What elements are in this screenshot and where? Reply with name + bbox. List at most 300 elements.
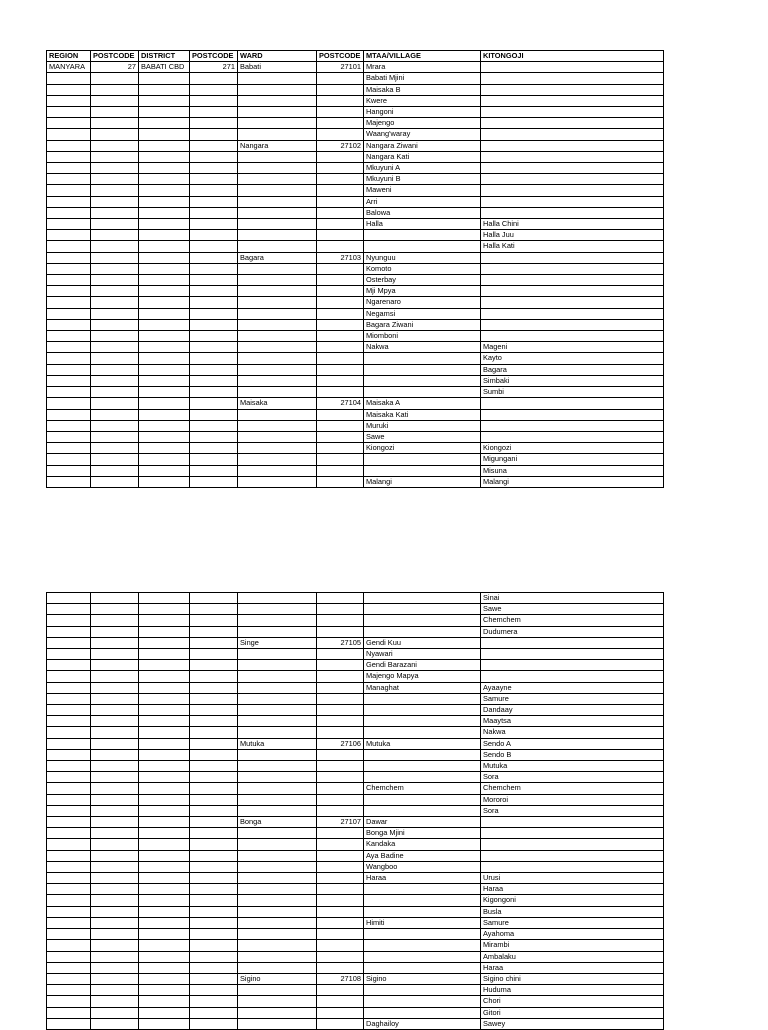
- kitongoji-cell: Sigino chini: [481, 973, 664, 984]
- ward-cell: [238, 163, 317, 174]
- ward-cell: [238, 749, 317, 760]
- region-cell: [47, 1007, 91, 1018]
- ward-cell: [238, 319, 317, 330]
- ward-postcode-cell: [317, 118, 364, 129]
- table-row: [47, 84, 664, 95]
- region-cell: [47, 906, 91, 917]
- ward-cell: [238, 174, 317, 185]
- ward-cell: [238, 593, 317, 604]
- region-cell: [47, 286, 91, 297]
- region-cell: [47, 185, 91, 196]
- region-postcode-cell: [91, 387, 139, 398]
- header-row: [47, 51, 664, 62]
- village-cell: Gendi Kuu: [364, 637, 481, 648]
- table-row: [47, 626, 664, 637]
- village-cell: Maisaka A: [364, 398, 481, 409]
- region-cell: [47, 84, 91, 95]
- table-row: [47, 95, 664, 106]
- kitongoji-cell: [481, 828, 664, 839]
- ward-cell: [238, 626, 317, 637]
- district-postcode-cell: [190, 353, 238, 364]
- table-row: [47, 398, 664, 409]
- table-row: [47, 973, 664, 984]
- district-postcode-cell: [190, 73, 238, 84]
- region-postcode-cell: [91, 660, 139, 671]
- ward-postcode-cell: [317, 772, 364, 783]
- region-postcode-cell: [91, 420, 139, 431]
- kitongoji-cell: Haraa: [481, 962, 664, 973]
- district-postcode-cell: [190, 906, 238, 917]
- header-region-postcode: POSTCODE: [91, 51, 139, 62]
- village-cell: [364, 241, 481, 252]
- kitongoji-cell: Halla Chini: [481, 219, 664, 230]
- region-cell: [47, 985, 91, 996]
- village-cell: Hangoni: [364, 107, 481, 118]
- ward-postcode-cell: [317, 593, 364, 604]
- district-postcode-cell: [190, 828, 238, 839]
- ward-cell: [238, 118, 317, 129]
- village-cell: Managhat: [364, 682, 481, 693]
- region-postcode-cell: [91, 443, 139, 454]
- kitongoji-cell: [481, 84, 664, 95]
- region-cell: [47, 637, 91, 648]
- village-cell: [364, 929, 481, 940]
- region-postcode-cell: [91, 996, 139, 1007]
- district-postcode-cell: [190, 151, 238, 162]
- ward-postcode-cell: [317, 286, 364, 297]
- table-row: [47, 794, 664, 805]
- district-cell: [139, 353, 190, 364]
- village-cell: Dawar: [364, 817, 481, 828]
- ward-postcode-cell: [317, 219, 364, 230]
- ward-postcode-cell: [317, 671, 364, 682]
- ward-postcode-cell: [317, 716, 364, 727]
- district-postcode-cell: [190, 749, 238, 760]
- region-postcode-cell: [91, 151, 139, 162]
- district-cell: [139, 716, 190, 727]
- ward-postcode-cell: 27101: [317, 62, 364, 73]
- district-postcode-cell: [190, 163, 238, 174]
- district-cell: [139, 906, 190, 917]
- village-cell: Kiongozi: [364, 443, 481, 454]
- table-row: [47, 319, 664, 330]
- district-cell: [139, 297, 190, 308]
- region-cell: [47, 196, 91, 207]
- ward-cell: [238, 772, 317, 783]
- kitongoji-cell: [481, 73, 664, 84]
- ward-postcode-cell: [317, 207, 364, 218]
- region-postcode-cell: [91, 917, 139, 928]
- ward-cell: [238, 917, 317, 928]
- village-cell: [364, 387, 481, 398]
- kitongoji-cell: Sendo B: [481, 749, 664, 760]
- village-cell: Waang'waray: [364, 129, 481, 140]
- ward-postcode-cell: 27102: [317, 140, 364, 151]
- ward-postcode-cell: [317, 230, 364, 241]
- region-postcode-cell: [91, 895, 139, 906]
- district-postcode-cell: [190, 604, 238, 615]
- district-cell: [139, 817, 190, 828]
- region-postcode-cell: [91, 375, 139, 386]
- region-postcode-cell: [91, 615, 139, 626]
- district-cell: [139, 140, 190, 151]
- district-cell: [139, 884, 190, 895]
- district-postcode-cell: [190, 850, 238, 861]
- region-postcode-cell: [91, 353, 139, 364]
- table-row: [47, 151, 664, 162]
- header-village: MTAA/VILLAGE: [364, 51, 481, 62]
- ward-cell: [238, 884, 317, 895]
- district-cell: [139, 398, 190, 409]
- region-cell: [47, 252, 91, 263]
- kitongoji-cell: [481, 409, 664, 420]
- district-postcode-cell: [190, 398, 238, 409]
- village-cell: Majengo: [364, 118, 481, 129]
- ward-cell: [238, 604, 317, 615]
- district-cell: [139, 454, 190, 465]
- region-cell: [47, 319, 91, 330]
- village-cell: [364, 906, 481, 917]
- ward-cell: [238, 873, 317, 884]
- kitongoji-cell: Mororoi: [481, 794, 664, 805]
- ward-postcode-cell: [317, 129, 364, 140]
- region-cell: [47, 465, 91, 476]
- ward-cell: Bagara: [238, 252, 317, 263]
- ward-cell: [238, 207, 317, 218]
- village-cell: [364, 940, 481, 951]
- ward-postcode-cell: [317, 985, 364, 996]
- ward-cell: [238, 794, 317, 805]
- ward-postcode-cell: [317, 342, 364, 353]
- region-postcode-cell: [91, 454, 139, 465]
- region-cell: [47, 409, 91, 420]
- table-row: [47, 705, 664, 716]
- kitongoji-cell: Nakwa: [481, 727, 664, 738]
- ward-postcode-cell: [317, 420, 364, 431]
- village-cell: Mutuka: [364, 738, 481, 749]
- region-cell: [47, 118, 91, 129]
- village-cell: Maisaka Kati: [364, 409, 481, 420]
- village-cell: Bagara Ziwani: [364, 319, 481, 330]
- region-postcode-cell: [91, 693, 139, 704]
- ward-cell: [238, 476, 317, 487]
- ward-postcode-cell: [317, 431, 364, 442]
- header-district: DISTRICT: [139, 51, 190, 62]
- village-cell: [364, 996, 481, 1007]
- district-cell: [139, 1007, 190, 1018]
- kitongoji-cell: Migungani: [481, 454, 664, 465]
- table-row: [47, 727, 664, 738]
- table-row: [47, 917, 664, 928]
- kitongoji-cell: [481, 431, 664, 442]
- kitongoji-cell: Sendo A: [481, 738, 664, 749]
- ward-postcode-cell: [317, 783, 364, 794]
- village-cell: Chemchem: [364, 783, 481, 794]
- kitongoji-cell: [481, 107, 664, 118]
- table-row: [47, 749, 664, 760]
- kitongoji-cell: [481, 420, 664, 431]
- ward-postcode-cell: [317, 906, 364, 917]
- ward-postcode-cell: 27104: [317, 398, 364, 409]
- village-cell: Osterbay: [364, 275, 481, 286]
- region-cell: [47, 895, 91, 906]
- ward-cell: [238, 230, 317, 241]
- district-cell: [139, 465, 190, 476]
- district-cell: [139, 263, 190, 274]
- village-cell: Bonga Mjini: [364, 828, 481, 839]
- district-cell: [139, 772, 190, 783]
- table-row: [47, 73, 664, 84]
- kitongoji-cell: Sumbi: [481, 387, 664, 398]
- region-cell: [47, 996, 91, 1007]
- region-postcode-cell: [91, 985, 139, 996]
- ward-postcode-cell: 27107: [317, 817, 364, 828]
- ward-postcode-cell: [317, 375, 364, 386]
- district-cell: [139, 219, 190, 230]
- district-postcode-cell: [190, 454, 238, 465]
- village-cell: [364, 716, 481, 727]
- district-postcode-cell: [190, 738, 238, 749]
- region-cell: [47, 420, 91, 431]
- ward-postcode-cell: 27103: [317, 252, 364, 263]
- district-cell: [139, 431, 190, 442]
- kitongoji-cell: Busla: [481, 906, 664, 917]
- ward-cell: [238, 985, 317, 996]
- ward-postcode-cell: [317, 95, 364, 106]
- village-cell: [364, 805, 481, 816]
- district-cell: [139, 615, 190, 626]
- region-postcode-cell: [91, 705, 139, 716]
- table-row: [47, 331, 664, 342]
- table-row: [47, 895, 664, 906]
- district-postcode-cell: [190, 196, 238, 207]
- ward-cell: [238, 682, 317, 693]
- kitongoji-cell: Mirambi: [481, 940, 664, 951]
- ward-cell: [238, 297, 317, 308]
- region-cell: [47, 174, 91, 185]
- village-cell: [364, 985, 481, 996]
- ward-cell: [238, 409, 317, 420]
- table-row: [47, 454, 664, 465]
- region-cell: [47, 375, 91, 386]
- village-cell: [364, 1007, 481, 1018]
- table-row: [47, 817, 664, 828]
- district-postcode-cell: [190, 387, 238, 398]
- region-postcode-cell: [91, 84, 139, 95]
- table-row: [47, 107, 664, 118]
- kitongoji-cell: Halla Kati: [481, 241, 664, 252]
- region-cell: [47, 772, 91, 783]
- kitongoji-cell: Maaytsa: [481, 716, 664, 727]
- district-postcode-cell: [190, 805, 238, 816]
- ward-postcode-cell: [317, 895, 364, 906]
- district-cell: [139, 107, 190, 118]
- district-postcode-cell: [190, 716, 238, 727]
- table-row: [47, 772, 664, 783]
- kitongoji-cell: [481, 252, 664, 263]
- ward-cell: [238, 693, 317, 704]
- ward-cell: [238, 353, 317, 364]
- ward-postcode-cell: [317, 839, 364, 850]
- ward-cell: [238, 185, 317, 196]
- district-cell: [139, 626, 190, 637]
- region-cell: [47, 716, 91, 727]
- district-postcode-cell: [190, 118, 238, 129]
- ward-postcode-cell: [317, 443, 364, 454]
- region-postcode-cell: [91, 364, 139, 375]
- kitongoji-cell: Huduma: [481, 985, 664, 996]
- region-postcode-cell: [91, 207, 139, 218]
- table-row: [47, 738, 664, 749]
- kitongoji-cell: Dudumera: [481, 626, 664, 637]
- region-cell: [47, 615, 91, 626]
- district-postcode-cell: [190, 772, 238, 783]
- kitongoji-cell: [481, 129, 664, 140]
- table-row: [47, 353, 664, 364]
- region-cell: [47, 604, 91, 615]
- region-postcode-cell: [91, 850, 139, 861]
- district-postcode-cell: [190, 940, 238, 951]
- table-row: [47, 1007, 664, 1018]
- district-postcode-cell: [190, 649, 238, 660]
- district-postcode-cell: [190, 615, 238, 626]
- district-postcode-cell: [190, 593, 238, 604]
- kitongoji-cell: [481, 286, 664, 297]
- district-cell: [139, 682, 190, 693]
- kitongoji-cell: Sawey: [481, 1018, 664, 1029]
- kitongoji-cell: [481, 185, 664, 196]
- ward-cell: [238, 95, 317, 106]
- ward-postcode-cell: [317, 476, 364, 487]
- ward-postcode-cell: [317, 409, 364, 420]
- kitongoji-cell: Misuna: [481, 465, 664, 476]
- region-postcode-cell: [91, 593, 139, 604]
- table-row: [47, 637, 664, 648]
- kitongoji-cell: Kigongoni: [481, 895, 664, 906]
- region-postcode-cell: [91, 297, 139, 308]
- region-postcode-cell: [91, 409, 139, 420]
- ward-cell: Maisaka: [238, 398, 317, 409]
- table-row: [47, 873, 664, 884]
- ward-postcode-cell: [317, 174, 364, 185]
- region-postcode-cell: [91, 398, 139, 409]
- ward-cell: Nangara: [238, 140, 317, 151]
- ward-postcode-cell: [317, 185, 364, 196]
- district-cell: [139, 409, 190, 420]
- district-cell: [139, 660, 190, 671]
- village-cell: [364, 615, 481, 626]
- ward-cell: [238, 615, 317, 626]
- region-cell: [47, 342, 91, 353]
- village-cell: Kandaka: [364, 839, 481, 850]
- region-cell: [47, 805, 91, 816]
- region-cell: [47, 163, 91, 174]
- district-cell: [139, 151, 190, 162]
- ward-postcode-cell: [317, 940, 364, 951]
- district-postcode-cell: [190, 140, 238, 151]
- district-postcode-cell: [190, 817, 238, 828]
- kitongoji-cell: Malangi: [481, 476, 664, 487]
- village-cell: Gendi Barazani: [364, 660, 481, 671]
- kitongoji-cell: [481, 207, 664, 218]
- ward-postcode-cell: [317, 196, 364, 207]
- kitongoji-cell: [481, 398, 664, 409]
- village-cell: [364, 364, 481, 375]
- ward-postcode-cell: [317, 861, 364, 872]
- village-cell: [364, 749, 481, 760]
- ward-cell: [238, 951, 317, 962]
- ward-cell: [238, 431, 317, 442]
- district-cell: [139, 364, 190, 375]
- region-cell: MANYARA: [47, 62, 91, 73]
- region-cell: [47, 962, 91, 973]
- district-postcode-cell: [190, 861, 238, 872]
- region-postcode-cell: [91, 263, 139, 274]
- kitongoji-cell: [481, 118, 664, 129]
- table-body: [47, 593, 664, 1030]
- ward-cell: [238, 727, 317, 738]
- district-cell: [139, 637, 190, 648]
- table-row: [47, 671, 664, 682]
- ward-postcode-cell: [317, 996, 364, 1007]
- table-body: [47, 62, 664, 488]
- district-postcode-cell: [190, 409, 238, 420]
- ward-postcode-cell: [317, 275, 364, 286]
- ward-postcode-cell: [317, 107, 364, 118]
- region-cell: [47, 275, 91, 286]
- ward-cell: [238, 241, 317, 252]
- district-postcode-cell: [190, 973, 238, 984]
- region-cell: [47, 850, 91, 861]
- village-cell: Kwere: [364, 95, 481, 106]
- ward-postcode-cell: [317, 319, 364, 330]
- ward-postcode-cell: [317, 364, 364, 375]
- district-cell: [139, 275, 190, 286]
- village-cell: [364, 604, 481, 615]
- district-postcode-cell: [190, 476, 238, 487]
- district-postcode-cell: [190, 929, 238, 940]
- village-cell: [364, 727, 481, 738]
- district-cell: [139, 828, 190, 839]
- kitongoji-cell: Sora: [481, 772, 664, 783]
- region-postcode-cell: [91, 140, 139, 151]
- region-cell: [47, 353, 91, 364]
- region-postcode-cell: [91, 465, 139, 476]
- village-cell: Komoto: [364, 263, 481, 274]
- region-cell: [47, 917, 91, 928]
- district-cell: [139, 207, 190, 218]
- table-row: [47, 682, 664, 693]
- table-row: [47, 129, 664, 140]
- region-postcode-cell: [91, 1007, 139, 1018]
- kitongoji-cell: [481, 637, 664, 648]
- table-row: [47, 174, 664, 185]
- region-cell: [47, 783, 91, 794]
- ward-postcode-cell: [317, 649, 364, 660]
- ward-postcode-cell: [317, 241, 364, 252]
- district-postcode-cell: [190, 873, 238, 884]
- table-row: [47, 985, 664, 996]
- ward-cell: [238, 331, 317, 342]
- ward-cell: [238, 906, 317, 917]
- district-postcode-cell: [190, 129, 238, 140]
- district-cell: [139, 693, 190, 704]
- region-postcode-cell: [91, 682, 139, 693]
- village-cell: Mrara: [364, 62, 481, 73]
- kitongoji-cell: Kiongozi: [481, 443, 664, 454]
- region-cell: [47, 207, 91, 218]
- kitongoji-cell: Gitori: [481, 1007, 664, 1018]
